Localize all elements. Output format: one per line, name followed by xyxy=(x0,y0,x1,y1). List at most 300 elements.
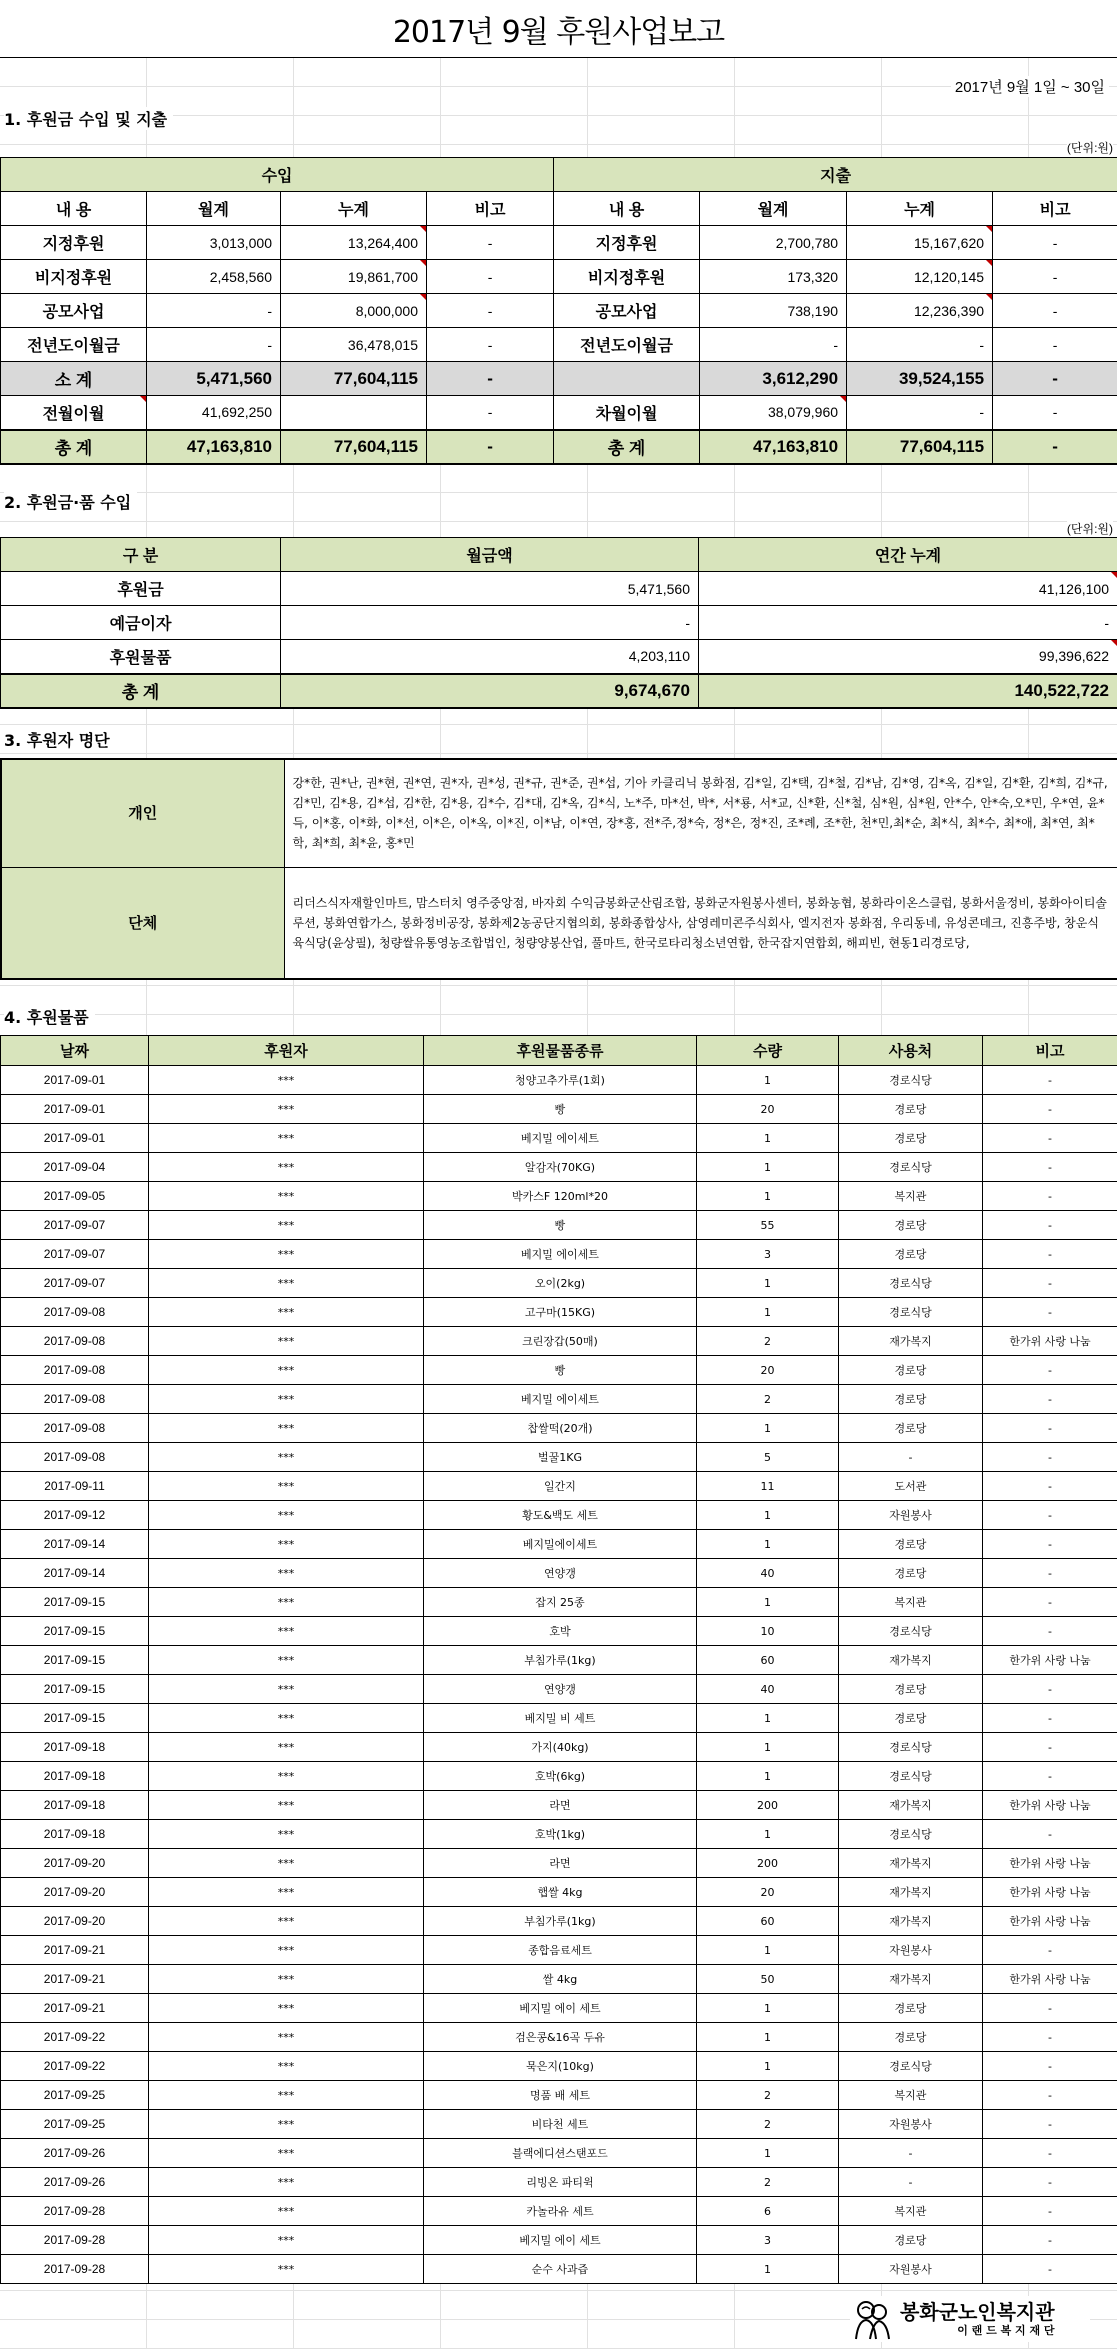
cell-date: 2017-09-07 xyxy=(1,1211,149,1240)
cell-note: - xyxy=(983,1095,1117,1124)
table-row xyxy=(1,2139,1117,2168)
cell-place: 경로당 xyxy=(839,1240,983,1269)
col-cumulative: 누계 xyxy=(847,192,993,226)
cell-item: 베지밀 에이세트 xyxy=(424,1124,697,1153)
table-row xyxy=(1,572,1117,606)
cell-date: 2017-09-08 xyxy=(1,1298,149,1327)
cell-quantity: 20 xyxy=(697,1095,839,1124)
cell-item: 비타천 세트 xyxy=(424,2110,697,2139)
cell-value: 77,604,115 xyxy=(281,430,427,464)
cell-date: 2017-09-07 xyxy=(1,1240,149,1269)
cell-note: - xyxy=(983,1733,1117,1762)
cell-note: - xyxy=(983,1617,1117,1646)
cell-value: 99,396,622 xyxy=(699,640,1117,674)
cell-note: - xyxy=(983,1762,1117,1791)
cell-donor: *** xyxy=(149,1182,424,1211)
table-row xyxy=(1,2255,1117,2284)
income-group-header: 수입 xyxy=(1,158,554,192)
cell-note: - xyxy=(427,396,554,430)
cell-donor: *** xyxy=(149,1907,424,1936)
row-label: 전월이월 xyxy=(1,396,147,430)
cell-item: 빵 xyxy=(424,1095,697,1124)
cell-value: - xyxy=(147,294,281,328)
row-label: 차월이월 xyxy=(554,396,700,430)
table-row xyxy=(1,1472,1117,1501)
cell-note: - xyxy=(983,1704,1117,1733)
cell-value: 77,604,115 xyxy=(847,430,993,464)
cell-donor: *** xyxy=(149,1588,424,1617)
table-row xyxy=(1,1066,1117,1095)
cell-donor: *** xyxy=(149,1327,424,1356)
cell-donor: *** xyxy=(149,1298,424,1327)
cell-value: 77,604,115 xyxy=(281,362,427,396)
cell-quantity: 1 xyxy=(697,1501,839,1530)
cell-note: - xyxy=(983,1936,1117,1965)
section3-heading: 3. 후원자 명단 xyxy=(4,728,116,751)
cell-item: 알감자(70KG) xyxy=(424,1153,697,1182)
cell-date: 2017-09-28 xyxy=(1,2226,149,2255)
table-row xyxy=(1,1095,1117,1124)
cell-item: 일간지 xyxy=(424,1472,697,1501)
cell-quantity: 20 xyxy=(697,1878,839,1907)
cell-quantity: 2 xyxy=(697,2081,839,2110)
cell-value: - xyxy=(847,396,993,430)
cell-quantity: 3 xyxy=(697,2226,839,2255)
cell-donor: *** xyxy=(149,1849,424,1878)
cell-item: 찹쌀떡(20개) xyxy=(424,1414,697,1443)
row-label: 후원금 xyxy=(1,572,281,606)
cell-note: - xyxy=(983,2052,1117,2081)
cell-date: 2017-09-28 xyxy=(1,2197,149,2226)
cell-value: - xyxy=(147,328,281,362)
col-note: 비고 xyxy=(993,192,1117,226)
table-row xyxy=(1,260,1117,294)
cell-item: 호박(6kg) xyxy=(424,1762,697,1791)
cell-note: - xyxy=(983,2168,1117,2197)
col-category: 구 분 xyxy=(1,538,281,572)
cell-item: 빵 xyxy=(424,1356,697,1385)
donation-income-table xyxy=(0,537,1117,709)
cell-date: 2017-09-15 xyxy=(1,1646,149,1675)
cell-date: 2017-09-01 xyxy=(1,1066,149,1095)
table-row xyxy=(1,2081,1117,2110)
cell-note: - xyxy=(983,1559,1117,1588)
cell-note: - xyxy=(427,260,554,294)
cell-quantity: 1 xyxy=(697,2023,839,2052)
cell-date: 2017-09-08 xyxy=(1,1443,149,1472)
cell-donor: *** xyxy=(149,1066,424,1095)
cell-item: 베지밀 에이 세트 xyxy=(424,2226,697,2255)
cell-donor: *** xyxy=(149,1269,424,1298)
cell-note: - xyxy=(983,1820,1117,1849)
cell-value xyxy=(281,396,427,430)
col-monthly-amount: 월금액 xyxy=(281,538,699,572)
cell-note: - xyxy=(983,2023,1117,2052)
cell-value: 738,190 xyxy=(700,294,847,328)
cell-note: - xyxy=(983,1153,1117,1182)
cell-value: 5,471,560 xyxy=(281,572,699,606)
cell-date: 2017-09-15 xyxy=(1,1588,149,1617)
cell-place: 경로식당 xyxy=(839,1298,983,1327)
cell-place: 경로식당 xyxy=(839,1617,983,1646)
col-note: 비고 xyxy=(427,192,554,226)
cell-value: 9,674,670 xyxy=(281,674,699,708)
cell-note: - xyxy=(983,2226,1117,2255)
cell-date: 2017-09-22 xyxy=(1,2052,149,2081)
cell-value: 36,478,015 xyxy=(281,328,427,362)
cell-item: 청양고추가루(1회) xyxy=(424,1066,697,1095)
cell-place: 경로당 xyxy=(839,1994,983,2023)
cell-donor: *** xyxy=(149,2168,424,2197)
table-row xyxy=(1,1878,1117,1907)
cell-item: 베지밀 에이세트 xyxy=(424,1385,697,1414)
table-row xyxy=(1,1965,1117,1994)
cell-date: 2017-09-15 xyxy=(1,1704,149,1733)
cell-note: - xyxy=(983,2197,1117,2226)
cell-donor: *** xyxy=(149,1762,424,1791)
cell-place: 경로당 xyxy=(839,1356,983,1385)
cell-place: 경로당 xyxy=(839,1530,983,1559)
cell-value: 15,167,620 xyxy=(847,226,993,260)
cell-item: 베지밀 에이세트 xyxy=(424,1240,697,1269)
cell-place: 경로당 xyxy=(839,1211,983,1240)
cell-date: 2017-09-21 xyxy=(1,1994,149,2023)
cell-note: - xyxy=(993,294,1117,328)
cell-quantity: 1 xyxy=(697,1733,839,1762)
cell-date: 2017-09-20 xyxy=(1,1907,149,1936)
report-period-text: 2017년 9월 1일 ~ 30일 xyxy=(954,79,1105,96)
cell-date: 2017-09-12 xyxy=(1,1501,149,1530)
table-row xyxy=(1,1124,1117,1153)
cell-quantity: 1 xyxy=(697,1530,839,1559)
table-row xyxy=(1,1820,1117,1849)
table-row xyxy=(1,1356,1117,1385)
cell-place: 경로식당 xyxy=(839,1820,983,1849)
table-row xyxy=(1,226,1117,260)
col-note: 비고 xyxy=(983,1036,1117,1066)
section1-heading: 1. 후원금 수입 및 지출 xyxy=(4,107,173,130)
col-item: 후원물품종류 xyxy=(424,1036,697,1066)
table-row xyxy=(1,1530,1117,1559)
cell-note: - xyxy=(983,2110,1117,2139)
cell-quantity: 2 xyxy=(697,2168,839,2197)
cell-date: 2017-09-28 xyxy=(1,2255,149,2284)
subtotal-label: 소 계 xyxy=(1,362,147,396)
table-row xyxy=(1,1182,1117,1211)
total-row xyxy=(1,430,1117,464)
table-row xyxy=(1,1153,1117,1182)
cell-place: 재가복지 xyxy=(839,1878,983,1907)
cell-item: 카놀라유 세트 xyxy=(424,2197,697,2226)
cell-date: 2017-09-18 xyxy=(1,1820,149,1849)
cell-place: 경로식당 xyxy=(839,1762,983,1791)
row-label: 후원물품 xyxy=(1,640,281,674)
cell-donor: *** xyxy=(149,1414,424,1443)
cell-quantity: 200 xyxy=(697,1791,839,1820)
cell-quantity: 2 xyxy=(697,2110,839,2139)
cell-value: 2,458,560 xyxy=(147,260,281,294)
col-content: 내 용 xyxy=(554,192,700,226)
donor-list-table xyxy=(0,758,1117,980)
cell-note: - xyxy=(993,362,1117,396)
cell-place: 경로당 xyxy=(839,1095,983,1124)
cell-value: - xyxy=(699,606,1117,640)
cell-quantity: 40 xyxy=(697,1675,839,1704)
cell-donor: *** xyxy=(149,1646,424,1675)
cell-donor: *** xyxy=(149,1878,424,1907)
cell-note: - xyxy=(993,226,1117,260)
cell-place: 자원봉사 xyxy=(839,2255,983,2284)
group-label: 단체 xyxy=(1,867,284,979)
cell-date: 2017-09-15 xyxy=(1,1617,149,1646)
cell-note: - xyxy=(983,1414,1117,1443)
col-quantity: 수량 xyxy=(697,1036,839,1066)
cell-date: 2017-09-07 xyxy=(1,1269,149,1298)
section4-heading: 4. 후원물품 xyxy=(4,1005,95,1028)
cell-place: 도서관 xyxy=(839,1472,983,1501)
cell-donor: *** xyxy=(149,2023,424,2052)
cell-date: 2017-09-01 xyxy=(1,1124,149,1153)
cell-note: - xyxy=(983,2081,1117,2110)
table-row xyxy=(1,1646,1117,1675)
table-row xyxy=(1,1936,1117,1965)
cell-date: 2017-09-18 xyxy=(1,1733,149,1762)
cell-donor: *** xyxy=(149,2081,424,2110)
cell-note: 한가위 사랑 나눔 xyxy=(983,1907,1117,1936)
cell-note: - xyxy=(983,1994,1117,2023)
cell-note: - xyxy=(983,1240,1117,1269)
row-label: 전년도이월금 xyxy=(554,328,700,362)
cell-place: 경로당 xyxy=(839,1675,983,1704)
cell-donor: *** xyxy=(149,1820,424,1849)
cell-item: 호박(1kg) xyxy=(424,1820,697,1849)
cell-item: 벌꿀1KG xyxy=(424,1443,697,1472)
cell-date: 2017-09-25 xyxy=(1,2110,149,2139)
cell-place: 재가복지 xyxy=(839,1907,983,1936)
cell-date: 2017-09-20 xyxy=(1,1849,149,1878)
cell-donor: *** xyxy=(149,2226,424,2255)
cell-donor: *** xyxy=(149,1472,424,1501)
cell-date: 2017-09-01 xyxy=(1,1095,149,1124)
income-expense-table xyxy=(0,157,1117,465)
cell-donor: *** xyxy=(149,1153,424,1182)
cell-value: 3,612,290 xyxy=(700,362,847,396)
cell-quantity: 60 xyxy=(697,1646,839,1675)
total-label: 총 계 xyxy=(554,430,700,464)
total-label: 총 계 xyxy=(1,674,281,708)
cell-place: 경로당 xyxy=(839,1414,983,1443)
individual-label: 개인 xyxy=(1,759,284,867)
cell-donor: *** xyxy=(149,1994,424,2023)
cell-quantity: 40 xyxy=(697,1559,839,1588)
cell-quantity: 1 xyxy=(697,1936,839,1965)
table-row xyxy=(1,1994,1117,2023)
cell-value: 13,264,400 xyxy=(281,226,427,260)
cell-donor: *** xyxy=(149,2052,424,2081)
cell-note: 한가위 사랑 나눔 xyxy=(983,1327,1117,1356)
cell-item: 황도&백도 세트 xyxy=(424,1501,697,1530)
row-label: 공모사업 xyxy=(1,294,147,328)
cell-note: - xyxy=(983,1269,1117,1298)
empty-cell xyxy=(554,362,700,396)
cell-note: - xyxy=(983,1588,1117,1617)
cell-note: - xyxy=(983,1385,1117,1414)
org-name: 봉화군노인복지관 xyxy=(900,2300,1055,2324)
table-row xyxy=(1,294,1117,328)
table-row xyxy=(1,2052,1117,2081)
cell-item: 쌀 4kg xyxy=(424,1965,697,1994)
table-row xyxy=(1,2226,1117,2255)
table-row xyxy=(1,1443,1117,1472)
cell-item: 가지(40kg) xyxy=(424,1733,697,1762)
cell-donor: *** xyxy=(149,1675,424,1704)
row-label: 예금이자 xyxy=(1,606,281,640)
table-row xyxy=(1,1240,1117,1269)
cell-date: 2017-09-26 xyxy=(1,2168,149,2197)
cell-item: 종합음료세트 xyxy=(424,1936,697,1965)
cell-donor: *** xyxy=(149,1733,424,1762)
cell-quantity: 2 xyxy=(697,1327,839,1356)
cell-note: 한가위 사랑 나눔 xyxy=(983,1791,1117,1820)
cell-donor: *** xyxy=(149,1530,424,1559)
table-row xyxy=(1,2110,1117,2139)
cell-item: 연양갱 xyxy=(424,1559,697,1588)
cell-quantity: 1 xyxy=(697,1298,839,1327)
cell-place: 복지관 xyxy=(839,2197,983,2226)
cell-value: 41,126,100 xyxy=(699,572,1117,606)
cell-quantity: 1 xyxy=(697,1588,839,1617)
page-title xyxy=(0,0,1117,58)
cell-note: - xyxy=(983,1443,1117,1472)
cell-donor: *** xyxy=(149,1211,424,1240)
cell-item: 부침가루(1kg) xyxy=(424,1907,697,1936)
expense-group-header: 지출 xyxy=(554,158,1117,192)
cell-value: 41,692,250 xyxy=(147,396,281,430)
cell-note: - xyxy=(983,1675,1117,1704)
cell-date: 2017-09-11 xyxy=(1,1472,149,1501)
individual-donors: 강*한, 권*난, 권*현, 권*연, 권*자, 권*성, 권*규, 권*준, 권*섭, 기아 카클리닉 봉화점, 김*일, 김*택, 김*철, 김*남, 김*영, 김*옥, 김*일, 김*환, 김*희, 김*규, 김*민, 김*용, 김*섭, 김*한, 김*용, 김*수, 김*대, 김*옥, 김*식, 노*주, 마*선, 박*, 서*룡, 서*교, 신*환, 신*철, 심*원, 심*원, 안*수, 안*숙,오*민, 우*연, 윤*득, 이*홍, 이*화, 이*선, 이*은, 이*옥, 이*진, 이*남, 이*연, 장*홍, 전*주,정*숙, 정*은, 정*진, 조*례, 조*한, 천*민,최*순, 최*식, 최*수, 최*애, 최*연, 최*학, 최*희, 최*윤, 홍*민 xyxy=(284,759,1117,867)
cell-date: 2017-09-08 xyxy=(1,1414,149,1443)
cell-item: 잡지 25종 xyxy=(424,1588,697,1617)
table-row xyxy=(1,1588,1117,1617)
cell-quantity: 1 xyxy=(697,2052,839,2081)
cell-place: 경로당 xyxy=(839,1704,983,1733)
cell-place: 자원봉사 xyxy=(839,2110,983,2139)
cell-date: 2017-09-21 xyxy=(1,1965,149,1994)
cell-item: 박카스F 120ml*20 xyxy=(424,1182,697,1211)
cell-date: 2017-09-25 xyxy=(1,2081,149,2110)
row-label: 비지정후원 xyxy=(554,260,700,294)
cell-quantity: 1 xyxy=(697,1704,839,1733)
cell-place: 경로당 xyxy=(839,1124,983,1153)
cell-item: 고구마(15KG) xyxy=(424,1298,697,1327)
cell-note: - xyxy=(983,1501,1117,1530)
table-row xyxy=(1,1211,1117,1240)
cell-place: 복지관 xyxy=(839,1182,983,1211)
cell-note: - xyxy=(983,1182,1117,1211)
table-row xyxy=(1,2197,1117,2226)
table-row xyxy=(1,1849,1117,1878)
cell-note: - xyxy=(983,1124,1117,1153)
cell-donor: *** xyxy=(149,1443,424,1472)
col-content: 내 용 xyxy=(1,192,147,226)
cell-donor: *** xyxy=(149,1936,424,1965)
cell-item: 연양갱 xyxy=(424,1675,697,1704)
cell-value: 4,203,110 xyxy=(281,640,699,674)
section2-unit: (단위:원) xyxy=(1066,522,1113,536)
table-row xyxy=(1,1733,1117,1762)
cell-place: - xyxy=(839,2139,983,2168)
cell-note: - xyxy=(983,1298,1117,1327)
cell-date: 2017-09-15 xyxy=(1,1675,149,1704)
cell-quantity: 3 xyxy=(697,1240,839,1269)
cell-place: 경로식당 xyxy=(839,2052,983,2081)
cell-item: 부침가루(1kg) xyxy=(424,1646,697,1675)
cell-item: 베지밀 에이 세트 xyxy=(424,1994,697,2023)
cell-value: 47,163,810 xyxy=(147,430,281,464)
cell-item: 명품 배 세트 xyxy=(424,2081,697,2110)
cell-quantity: 55 xyxy=(697,1211,839,1240)
cell-quantity: 5 xyxy=(697,1443,839,1472)
cell-date: 2017-09-14 xyxy=(1,1530,149,1559)
table-row xyxy=(1,606,1117,640)
col-monthly: 월계 xyxy=(700,192,847,226)
cell-note: 한가위 사랑 나눔 xyxy=(983,1849,1117,1878)
cell-place: 재가복지 xyxy=(839,1849,983,1878)
table-row xyxy=(1,1704,1117,1733)
cell-value: 8,000,000 xyxy=(281,294,427,328)
cell-note: 한가위 사랑 나눔 xyxy=(983,1965,1117,1994)
cell-donor: *** xyxy=(149,2197,424,2226)
row-label: 지정후원 xyxy=(554,226,700,260)
cell-quantity: 6 xyxy=(697,2197,839,2226)
cell-quantity: 1 xyxy=(697,1994,839,2023)
cell-date: 2017-09-04 xyxy=(1,1153,149,1182)
cell-value: - xyxy=(847,328,993,362)
table-row xyxy=(1,1298,1117,1327)
total-label: 총 계 xyxy=(1,430,147,464)
cell-item: 호박 xyxy=(424,1617,697,1646)
cell-donor: *** xyxy=(149,1501,424,1530)
col-cumulative: 누계 xyxy=(281,192,427,226)
cell-place: 경로당 xyxy=(839,1559,983,1588)
cell-place: 복지관 xyxy=(839,2081,983,2110)
cell-quantity: 1 xyxy=(697,1153,839,1182)
cell-note: - xyxy=(993,328,1117,362)
section2-heading: 2. 후원금·품 수입 xyxy=(4,490,137,513)
col-place: 사용처 xyxy=(839,1036,983,1066)
cell-quantity: 1 xyxy=(697,1124,839,1153)
cell-place: 경로식당 xyxy=(839,1066,983,1095)
table-row xyxy=(1,2023,1117,2052)
row-label: 전년도이월금 xyxy=(1,328,147,362)
row-label: 비지정후원 xyxy=(1,260,147,294)
cell-note: - xyxy=(427,226,554,260)
cell-donor: *** xyxy=(149,1559,424,1588)
cell-date: 2017-09-18 xyxy=(1,1762,149,1791)
cell-quantity: 50 xyxy=(697,1965,839,1994)
cell-value: 12,236,390 xyxy=(847,294,993,328)
row-label: 공모사업 xyxy=(554,294,700,328)
cell-note: - xyxy=(983,1356,1117,1385)
cell-note: - xyxy=(983,1472,1117,1501)
table-row xyxy=(1,1907,1117,1936)
cell-note: - xyxy=(983,1066,1117,1095)
cell-value: 47,163,810 xyxy=(700,430,847,464)
cell-place: 재가복지 xyxy=(839,1965,983,1994)
footer-text xyxy=(900,2300,1055,2338)
cell-quantity: 1 xyxy=(697,2139,839,2168)
